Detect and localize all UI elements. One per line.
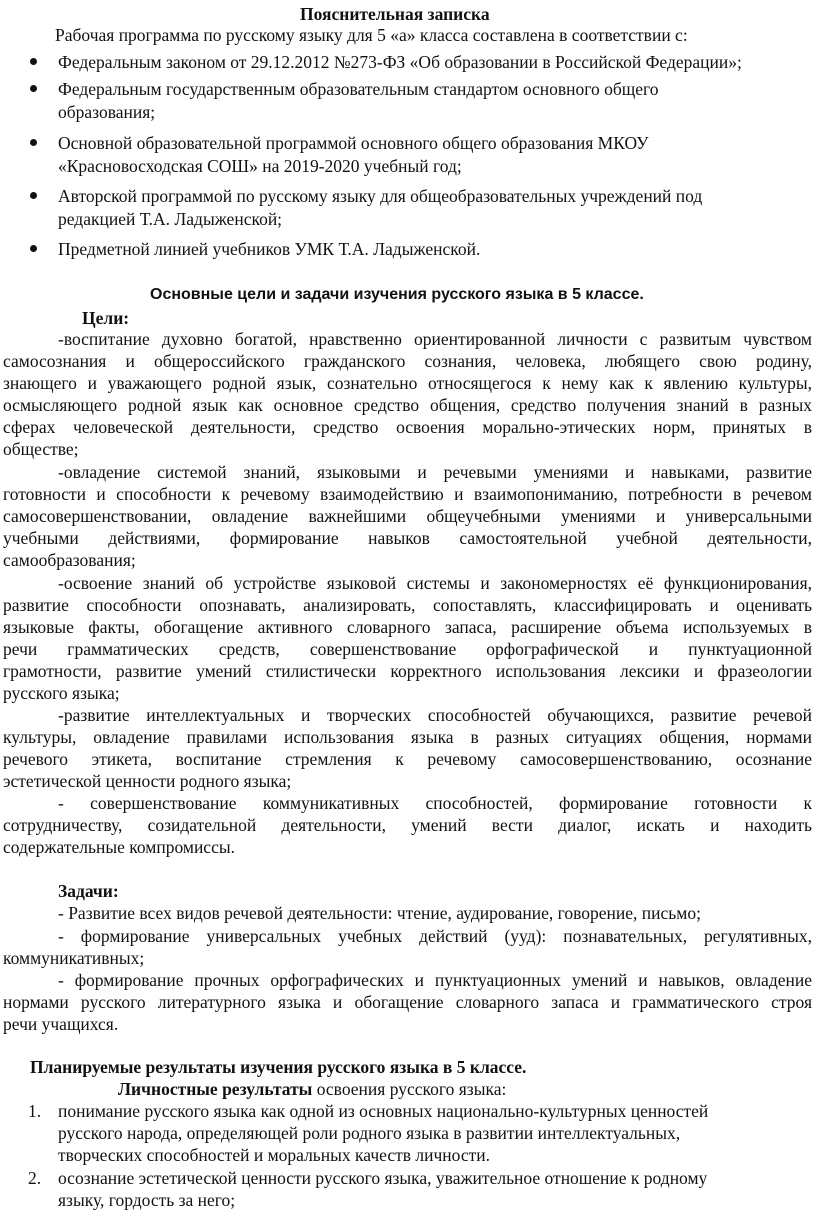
goal-paragraph-line: самосознания и общероссийского гражданского сознания, человека, любящего свою родину,	[3, 351, 812, 371]
intro-line: Рабочая программа по русскому языку для 5 «а» класса составлена в соответствии с:	[55, 25, 688, 45]
goal-paragraph-line: культуры, овладение правилами использования языка в разных ситуациях общения, нормами	[3, 727, 812, 747]
bullet-icon	[30, 139, 37, 146]
goals-label: Цели:	[82, 308, 130, 328]
goal-paragraph-line: развитие способности опознавать, анализировать, сопоставлять, классифицировать и оценивать	[3, 595, 812, 615]
goal-paragraph-line: русского языка;	[3, 683, 120, 703]
goals-heading: Основные цели и задачи изучения русского языка в 5 классе.	[150, 286, 644, 303]
goal-paragraph-line: учебными действиями, формирование навыков самостоятельной учебной деятельности,	[3, 528, 812, 548]
results-heading: Планируемые результаты изучения русского языка в 5 классе.	[30, 1057, 527, 1077]
bullet-item-continuation: образования;	[58, 102, 156, 122]
result-item: понимание русского языка как одной из основных национально-культурных ценностей	[58, 1101, 709, 1121]
goal-paragraph-line: сферах человеческой деятельности, средство освоения морально-этических норм, принятых в	[3, 417, 812, 437]
goal-paragraph-line: речевого этикета, воспитание стремления к речевому самосовершенствованию, осознание	[3, 749, 812, 769]
goal-paragraph-line: речи грамматических средств, совершенствование орфографической и пунктуационной	[3, 639, 812, 659]
goal-paragraph-line: -воспитание духовно богатой, нравственно ориентированной личности с развитым чувством	[58, 329, 812, 349]
task-line: - формирование прочных орфографических и пунктуационных умений и навыков, овладение	[58, 970, 812, 990]
goal-paragraph-line: языковые факты, обогащение активного словарного запаса, расширение объема используемых в	[3, 617, 812, 637]
goal-paragraph-line: сотрудничеству, созидательной деятельности, умений вести диалог, искать и находить	[3, 815, 812, 835]
goal-paragraph-line: осмысляющего родной язык как основное средство общения, средство получения знаний в разных	[3, 395, 812, 415]
personal-results-rest: освоения русского языка:	[312, 1079, 507, 1099]
goal-paragraph-line: знающего и уважающего родной язык, сознательно относящегося к нему как к явлению культуры,	[3, 373, 812, 393]
goal-paragraph-line: -освоение знаний об устройстве языковой системы и закономерностях её функционирования,	[58, 573, 812, 593]
list-number: 2.	[28, 1168, 42, 1188]
task-line: - Развитие всех видов речевой деятельности: чтение, аудирование, говорение, письмо;	[58, 903, 701, 923]
tasks-label: Задачи:	[58, 881, 119, 901]
bullet-icon	[30, 85, 37, 92]
task-line: коммуникативных;	[3, 948, 145, 968]
goal-paragraph-line: -развитие интеллектуальных и творческих способностей обучающихся, развитие речевой	[58, 705, 812, 725]
list-number: 1.	[28, 1101, 42, 1121]
goal-paragraph-line: грамотности, развитие умений стилистически корректного использования лексики и фразеологии	[3, 661, 812, 681]
document-title: Пояснительная записка	[300, 4, 490, 24]
task-line: речи учащихся.	[3, 1014, 119, 1034]
goal-paragraph-line: самосовершенствовании, овладение важнейшими общеучебными умениями и универсальными	[3, 506, 812, 526]
goal-paragraph-line: готовности и способности к речевому взаимодействию и взаимопониманию, потребности в речевом	[3, 484, 812, 504]
result-item-continuation: языку, гордость за него;	[58, 1190, 236, 1210]
goal-paragraph-line: -овладение системой знаний, языковыми и речевыми умениями и навыками, развитие	[58, 462, 812, 482]
bullet-icon	[30, 192, 37, 199]
goal-paragraph-line: содержательные компромиссы.	[3, 837, 235, 857]
bullet-item: Федеральным законом от 29.12.2012 №273-ФЗ «Об образовании в Российской Федерации»;	[58, 52, 742, 72]
personal-results-line	[118, 1078, 506, 1100]
result-item-continuation: творческих способностей и моральных качеств личности.	[58, 1145, 490, 1165]
bullet-icon	[30, 245, 37, 252]
goal-paragraph-line: обществе;	[3, 439, 79, 459]
bullet-item-continuation: «Красновосходская СОШ» на 2019-2020 учебный год;	[58, 156, 462, 176]
bullet-item: Федеральным государственным образовательным стандартом основного общего	[58, 79, 659, 99]
goal-paragraph-line: - совершенствование коммуникативных способностей, формирование готовности к	[58, 793, 812, 813]
task-line: нормами русского литературного языка и обогащение словарного запаса и грамматического строя	[3, 992, 812, 1012]
bullet-item-continuation: редакцией Т.А. Ладыженской;	[58, 209, 283, 229]
personal-results-label: Личностные результаты	[118, 1079, 313, 1099]
bullet-item: Предметной линией учебников УМК Т.А. Ладыженской.	[58, 239, 481, 259]
bullet-item: Авторской программой по русскому языку для общеобразовательных учреждений под	[58, 186, 703, 206]
task-line: - формирование универсальных учебных действий (ууд): познавательных, регулятивных,	[58, 926, 812, 946]
result-item: осознание эстетической ценности русского языка, уважительное отношение к родному	[58, 1168, 708, 1188]
goal-paragraph-line: самообразования;	[3, 550, 136, 570]
bullet-icon	[30, 58, 37, 65]
goal-paragraph-line: эстетической ценности родного языка;	[3, 771, 292, 791]
result-item-continuation: русского народа, определяющей роли родного языка в развитии интеллектуальных,	[58, 1123, 681, 1143]
bullet-item: Основной образовательной программой основного общего образования МКОУ	[58, 133, 649, 153]
